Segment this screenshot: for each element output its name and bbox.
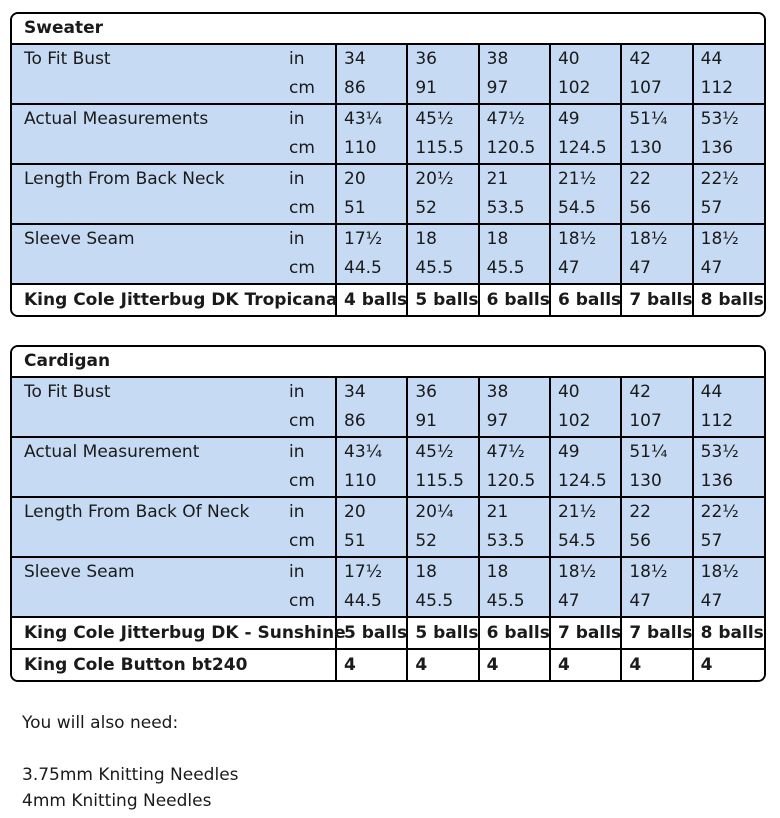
measurement-row bbox=[12, 134, 764, 164]
additional-notes bbox=[22, 710, 239, 814]
measurement-value: 17½ bbox=[336, 224, 407, 254]
measurement-value: 45.5 bbox=[479, 587, 550, 617]
measurement-value: 43¼ bbox=[336, 104, 407, 134]
yarn-amount: 4 balls bbox=[336, 284, 407, 315]
measurement-value: 40 bbox=[550, 44, 621, 74]
measurement-row bbox=[12, 74, 764, 104]
measurement-row bbox=[12, 527, 764, 557]
measurement-value: 47 bbox=[550, 587, 621, 617]
measurement-value: 102 bbox=[550, 407, 621, 437]
measurement-row bbox=[12, 254, 764, 284]
measurement-value: 18 bbox=[407, 224, 478, 254]
measurement-value: 47 bbox=[693, 587, 764, 617]
measurement-value: 97 bbox=[479, 407, 550, 437]
measurement-value: 120.5 bbox=[479, 134, 550, 164]
yarn-amount: 6 balls bbox=[550, 284, 621, 315]
unit-label: cm bbox=[282, 467, 336, 497]
measurement-label bbox=[12, 254, 282, 284]
measurement-value: 21½ bbox=[550, 497, 621, 527]
yarn-amount: 6 balls bbox=[479, 284, 550, 315]
measurement-value: 51 bbox=[336, 527, 407, 557]
measurement-row bbox=[12, 224, 764, 254]
measurement-value: 18½ bbox=[621, 557, 692, 587]
measurement-value: 21 bbox=[479, 164, 550, 194]
measurement-value: 21 bbox=[479, 497, 550, 527]
cardigan-size-table bbox=[10, 345, 766, 682]
measurement-value: 53.5 bbox=[479, 194, 550, 224]
measurement-value: 102 bbox=[550, 74, 621, 104]
measurement-value: 53½ bbox=[693, 437, 764, 467]
notes-item: 4mm Knitting Needles bbox=[22, 791, 212, 811]
measurement-value: 86 bbox=[336, 407, 407, 437]
measurement-row bbox=[12, 407, 764, 437]
measurement-value: 22½ bbox=[693, 497, 764, 527]
measurement-value: 112 bbox=[693, 74, 764, 104]
unit-label: in bbox=[282, 377, 336, 407]
measurement-value: 51 bbox=[336, 194, 407, 224]
measurement-label: Actual Measurement bbox=[12, 437, 282, 467]
yarn-amount: 7 balls bbox=[550, 617, 621, 649]
measurement-value: 47 bbox=[550, 254, 621, 284]
measurement-value: 124.5 bbox=[550, 467, 621, 497]
yarn-row bbox=[12, 284, 764, 315]
measurement-value: 112 bbox=[693, 407, 764, 437]
measurement-value: 107 bbox=[621, 407, 692, 437]
measurement-value: 47 bbox=[693, 254, 764, 284]
measurement-value: 57 bbox=[693, 194, 764, 224]
measurement-value: 17½ bbox=[336, 557, 407, 587]
measurement-value: 107 bbox=[621, 74, 692, 104]
cardigan-table-body bbox=[12, 347, 764, 680]
unit-label: cm bbox=[282, 74, 336, 104]
measurement-value: 47 bbox=[621, 254, 692, 284]
measurement-value: 49 bbox=[550, 437, 621, 467]
measurement-value: 18 bbox=[479, 557, 550, 587]
measurement-row bbox=[12, 377, 764, 407]
measurement-value: 47 bbox=[621, 587, 692, 617]
yarn-row bbox=[12, 617, 764, 649]
button-label: King Cole Button bt240 bbox=[12, 649, 336, 680]
yarn-amount: 5 balls bbox=[407, 617, 478, 649]
yarn-amount: 6 balls bbox=[479, 617, 550, 649]
measurement-label bbox=[12, 527, 282, 557]
button-count: 4 bbox=[621, 649, 692, 680]
sweater-table-body bbox=[12, 14, 764, 315]
measurement-value: 42 bbox=[621, 44, 692, 74]
measurement-row bbox=[12, 194, 764, 224]
measurement-value: 51¼ bbox=[621, 437, 692, 467]
unit-label: in bbox=[282, 164, 336, 194]
measurement-label: To Fit Bust bbox=[12, 44, 282, 74]
measurement-value: 120.5 bbox=[479, 467, 550, 497]
button-row bbox=[12, 649, 764, 680]
measurement-value: 22½ bbox=[693, 164, 764, 194]
measurement-value: 56 bbox=[621, 527, 692, 557]
measurement-value: 91 bbox=[407, 74, 478, 104]
measurement-label bbox=[12, 194, 282, 224]
measurement-value: 34 bbox=[336, 377, 407, 407]
sweater-title: Sweater bbox=[12, 14, 764, 44]
measurement-label: Length From Back Of Neck bbox=[12, 497, 282, 527]
cardigan-title: Cardigan bbox=[12, 347, 764, 377]
measurement-value: 18 bbox=[407, 557, 478, 587]
measurement-value: 52 bbox=[407, 527, 478, 557]
measurement-value: 45½ bbox=[407, 104, 478, 134]
measurement-label bbox=[12, 134, 282, 164]
measurement-row bbox=[12, 467, 764, 497]
measurement-label: Actual Measurements bbox=[12, 104, 282, 134]
unit-label: cm bbox=[282, 134, 336, 164]
measurement-value: 18½ bbox=[693, 557, 764, 587]
measurement-value: 18½ bbox=[550, 557, 621, 587]
unit-label: cm bbox=[282, 194, 336, 224]
measurement-value: 22 bbox=[621, 497, 692, 527]
measurement-value: 45.5 bbox=[407, 587, 478, 617]
button-count: 4 bbox=[479, 649, 550, 680]
button-count: 4 bbox=[336, 649, 407, 680]
measurement-value: 57 bbox=[693, 527, 764, 557]
measurement-value: 36 bbox=[407, 44, 478, 74]
measurement-value: 38 bbox=[479, 44, 550, 74]
measurement-label: Sleeve Seam bbox=[12, 557, 282, 587]
measurement-value: 115.5 bbox=[407, 467, 478, 497]
button-count: 4 bbox=[550, 649, 621, 680]
yarn-amount: 5 balls bbox=[407, 284, 478, 315]
measurement-value: 54.5 bbox=[550, 194, 621, 224]
measurement-row bbox=[12, 437, 764, 467]
measurement-label bbox=[12, 587, 282, 617]
measurement-value: 45.5 bbox=[407, 254, 478, 284]
yarn-label: King Cole Jitterbug DK Tropicana bbox=[12, 284, 336, 315]
measurement-value: 34 bbox=[336, 44, 407, 74]
measurement-value: 115.5 bbox=[407, 134, 478, 164]
measurement-row bbox=[12, 497, 764, 527]
unit-label: in bbox=[282, 497, 336, 527]
measurement-value: 45.5 bbox=[479, 254, 550, 284]
measurement-value: 54.5 bbox=[550, 527, 621, 557]
measurement-row bbox=[12, 104, 764, 134]
unit-label: cm bbox=[282, 254, 336, 284]
measurement-label bbox=[12, 407, 282, 437]
unit-label: cm bbox=[282, 587, 336, 617]
unit-label: in bbox=[282, 557, 336, 587]
measurement-value: 18 bbox=[479, 224, 550, 254]
measurement-value: 91 bbox=[407, 407, 478, 437]
measurement-value: 86 bbox=[336, 74, 407, 104]
measurement-label: Length From Back Neck bbox=[12, 164, 282, 194]
measurement-value: 20 bbox=[336, 497, 407, 527]
measurement-row bbox=[12, 587, 764, 617]
measurement-value: 22 bbox=[621, 164, 692, 194]
unit-label: in bbox=[282, 44, 336, 74]
measurement-value: 51¼ bbox=[621, 104, 692, 134]
measurement-value: 47½ bbox=[479, 104, 550, 134]
measurement-value: 45½ bbox=[407, 437, 478, 467]
measurement-value: 20½ bbox=[407, 164, 478, 194]
yarn-amount: 8 balls bbox=[693, 617, 764, 649]
measurement-label: Sleeve Seam bbox=[12, 224, 282, 254]
measurement-value: 43¼ bbox=[336, 437, 407, 467]
button-count: 4 bbox=[407, 649, 478, 680]
yarn-amount: 8 balls bbox=[693, 284, 764, 315]
measurement-value: 44 bbox=[693, 44, 764, 74]
notes-intro: You will also need: bbox=[22, 713, 179, 733]
measurement-value: 20 bbox=[336, 164, 407, 194]
measurement-value: 97 bbox=[479, 74, 550, 104]
measurement-value: 53.5 bbox=[479, 527, 550, 557]
measurement-row bbox=[12, 44, 764, 74]
measurement-label bbox=[12, 467, 282, 497]
measurement-value: 110 bbox=[336, 467, 407, 497]
measurement-value: 136 bbox=[693, 134, 764, 164]
yarn-amount: 7 balls bbox=[621, 284, 692, 315]
unit-label: in bbox=[282, 224, 336, 254]
unit-label: in bbox=[282, 104, 336, 134]
notes-item: 3.75mm Knitting Needles bbox=[22, 765, 239, 785]
measurement-value: 130 bbox=[621, 467, 692, 497]
measurement-value: 44.5 bbox=[336, 254, 407, 284]
measurement-label: To Fit Bust bbox=[12, 377, 282, 407]
measurement-value: 53½ bbox=[693, 104, 764, 134]
measurement-value: 44 bbox=[693, 377, 764, 407]
measurement-value: 110 bbox=[336, 134, 407, 164]
measurement-row bbox=[12, 164, 764, 194]
yarn-amount: 7 balls bbox=[621, 617, 692, 649]
measurement-value: 52 bbox=[407, 194, 478, 224]
measurement-value: 42 bbox=[621, 377, 692, 407]
measurement-value: 47½ bbox=[479, 437, 550, 467]
measurement-value: 124.5 bbox=[550, 134, 621, 164]
measurement-row bbox=[12, 557, 764, 587]
measurement-value: 18½ bbox=[621, 224, 692, 254]
unit-label: cm bbox=[282, 527, 336, 557]
unit-label: in bbox=[282, 437, 336, 467]
notes-spacer bbox=[22, 736, 239, 762]
measurement-value: 40 bbox=[550, 377, 621, 407]
measurement-value: 20¼ bbox=[407, 497, 478, 527]
measurement-value: 49 bbox=[550, 104, 621, 134]
measurement-label bbox=[12, 74, 282, 104]
measurement-value: 56 bbox=[621, 194, 692, 224]
button-count: 4 bbox=[693, 649, 764, 680]
yarn-amount: 5 balls bbox=[336, 617, 407, 649]
measurement-value: 36 bbox=[407, 377, 478, 407]
measurement-value: 44.5 bbox=[336, 587, 407, 617]
measurement-value: 38 bbox=[479, 377, 550, 407]
measurement-value: 130 bbox=[621, 134, 692, 164]
yarn-label: King Cole Jitterbug DK - Sunshine bbox=[12, 617, 336, 649]
unit-label: cm bbox=[282, 407, 336, 437]
sweater-size-table bbox=[10, 12, 766, 317]
measurement-value: 18½ bbox=[693, 224, 764, 254]
measurement-value: 136 bbox=[693, 467, 764, 497]
measurement-value: 21½ bbox=[550, 164, 621, 194]
measurement-value: 18½ bbox=[550, 224, 621, 254]
